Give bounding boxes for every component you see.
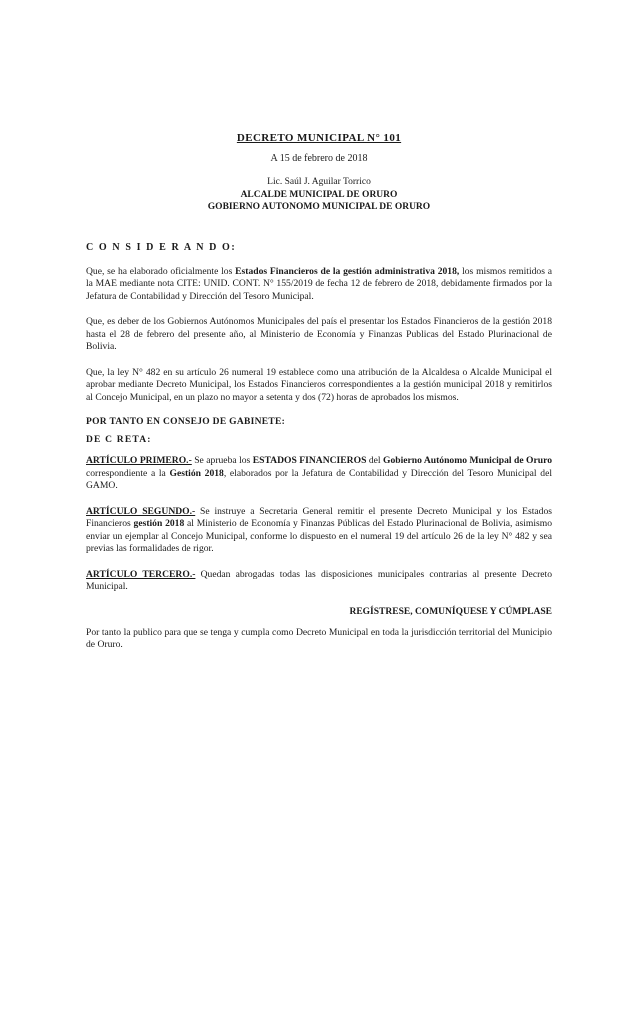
text-bold: Estados Financieros de la gestión administrativa 2018, (235, 265, 460, 277)
signatory-institution: GOBIERNO AUTONOMO MUNICIPAL DE ORURO (207, 202, 431, 212)
document-page (86, 132, 552, 665)
final-paragraph: Por tanto la publico para que se tenga y cumpla como Decreto Municipal en toda la jurisdicción territorial del Municipio de Oruro. (86, 626, 552, 650)
signatory-position: ALCALDE MUNICIPAL DE ORURO (240, 189, 398, 200)
text: los mismos remitidos a la MAE mediante nota CITE: UNID. CONT. N° 155/2019 de fecha 12 de febrero de 2018, debidamente firmados por la Jefatura de Contabilidad y Dirección del Tesoro Municipal. (86, 265, 552, 302)
article-2-label: ARTÍCULO SEGUNDO.- (86, 505, 196, 517)
considerando-paragraph-2: Que, es deber de los Gobiernos Autónomos Municipales del país el presentar los Estados Financieros de la gestión 2018 hasta el 28 de febrero del presente año, al Ministerio de Economía y Finanzas Publicas del Estado Plurinacional de Bolivia. (86, 316, 552, 352)
article-3 (86, 569, 552, 594)
text: al Ministerio de Economía y Finanzas Públicas del Estado Plurinacional de Bolivia, asimismo enviar un ejemplar al Concejo Municipal, conforme lo dispuesto en el numeral 19 del artículo 26 de la ley N° 482 y sea previas las formalidades de rigor. (86, 518, 552, 554)
text-bold: Gestión 2018 (169, 467, 224, 479)
text: Se aprueba los (191, 455, 253, 466)
signatory-block (86, 176, 552, 214)
text-bold: gestión 2018 (133, 518, 185, 529)
text: correspondiente a la (86, 467, 170, 479)
article-1-label: ARTÍCULO PRIMERO.- (86, 455, 192, 466)
text: Que, se ha elaborado oficialmente los (86, 265, 236, 277)
text-bold: ESTADOS FINANCIEROS (252, 455, 367, 466)
por-tanto-heading: POR TANTO EN CONSEJO DE GABINETE: (86, 417, 286, 427)
text-bold: Gobierno Autónomo Municipal de Oruro (383, 455, 552, 466)
considerando-paragraph-3: Que, la ley N° 482 en su artículo 26 numeral 19 establece como una atribución de la Alcaldesa o Alcalde Municipal el aprobar mediante Decreto Municipal, los Estados Financieros correspondientes a la gestión municipal 2018 y remitirlos al Concejo Municipal, en un plazo no mayor a setenta y dos (72) horas de aprobados los mismos. (86, 366, 552, 403)
article-2 (86, 506, 552, 556)
text: , elaborados por la Jefatura de Contabilidad y Dirección del Tesoro Municipal del GAMO. (86, 467, 552, 491)
text: del (366, 455, 384, 466)
text: Quedan abrogadas todas las disposiciones municipales contrarias al presente Decreto Municipal. (86, 568, 552, 592)
article-3-label: ARTÍCULO TERCERO.- (86, 568, 196, 580)
article-1 (86, 455, 552, 493)
signatory-name: Lic. Saúl J. Aguilar Torrico (267, 177, 371, 187)
decreta-heading: DE C RETA: (86, 435, 152, 445)
considerando-paragraph-1 (86, 266, 552, 304)
decree-date: A 15 de febrero de 2018 (270, 153, 368, 164)
text: Se instruye a Secretaria General remitir el presente Decreto Municipal y los Estados Financieros (86, 505, 552, 529)
closing-formula: REGÍSTRESE, COMUNÍQUESE Y CÚMPLASE (349, 606, 552, 617)
considerando-heading: C O N S I D E R A N D O: (86, 241, 237, 253)
decree-title: DECRETO MUNICIPAL N° 101 (236, 132, 402, 144)
